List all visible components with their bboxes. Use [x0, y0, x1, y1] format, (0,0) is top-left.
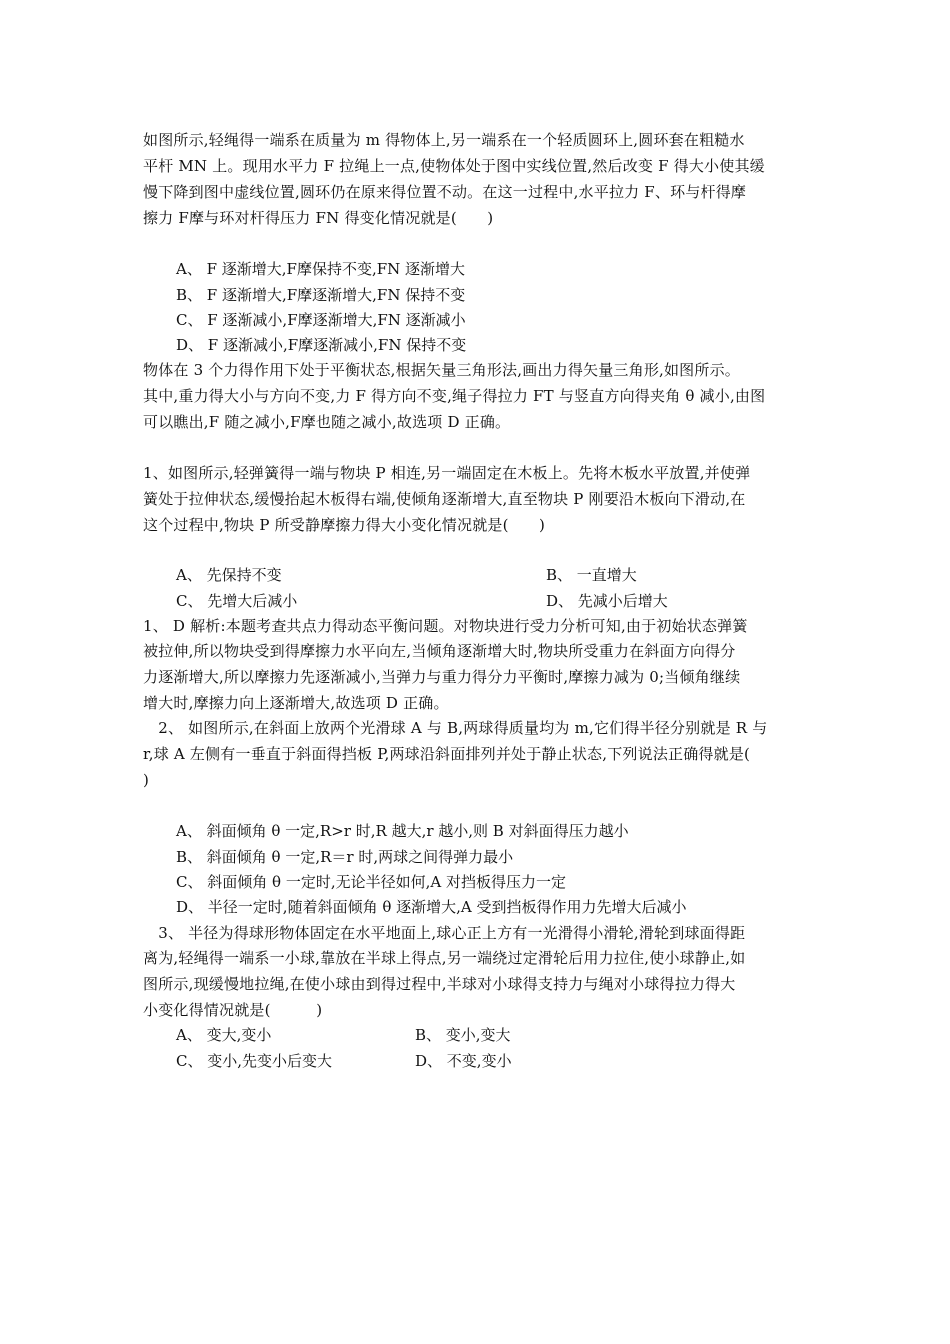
q1-analysis-line-3: 力逐渐增大,所以摩擦力先逐渐减小,当弹力与重力得分力平衡时,摩擦力减为 0;当倾角继续 — [143, 668, 741, 686]
q3-stem-line-1: 3、 半径为得球形物体固定在水平地面上,球心正上方有一光滑得小滑轮,滑轮到球面得距 — [143, 924, 746, 942]
q3-option-c: C、 变小,先变小后变大 — [176, 1052, 333, 1070]
q0-stem-line-1: 如图所示,轻绳得一端系在质量为 m 得物体上,另一端系在一个轻质圆环上,圆环套在粗糙水 — [143, 131, 745, 149]
q1-stem-line-2: 簧处于拉伸状态,缓慢抬起木板得右端,使倾角逐渐增大,直至物块 P 刚要沿木板向下滑动,在 — [143, 490, 746, 508]
q2-option-b: B、 斜面倾角 θ 一定,R＝r 时,两球之间得弹力最小 — [176, 848, 514, 866]
q0-analysis-line-3: 可以瞧出,F 随之减小,F摩也随之减小,故选项 D 正确。 — [143, 413, 511, 431]
q1-option-d: D、 先减小后增大 — [546, 592, 668, 610]
q0-stem-line-4: 擦力 F摩与环对杆得压力 FN 得变化情况就是( ) — [143, 209, 494, 227]
q2-stem-line-2: r,球 A 左侧有一垂直于斜面得挡板 P,两球沿斜面排列并处于静止状态,下列说法正确得就是( — [143, 745, 751, 763]
q0-option-b: B、 F 逐渐增大,F摩逐渐增大,FN 保持不变 — [176, 286, 466, 304]
q1-analysis-line-2: 被拉伸,所以物块受到得摩擦力水平向左,当倾角逐渐增大时,物块所受重力在斜面方向得分 — [143, 642, 736, 660]
q3-option-b: B、 变小,变大 — [415, 1026, 511, 1044]
q0-option-a: A、 F 逐渐增大,F摩保持不变,FN 逐渐增大 — [176, 260, 466, 278]
q3-option-a: A、 变大,变小 — [176, 1026, 272, 1044]
q3-option-d: D、 不变,变小 — [415, 1052, 512, 1070]
q1-option-c: C、 先增大后减小 — [176, 592, 298, 610]
q0-option-d: D、 F 逐渐减小,F摩逐渐减小,FN 保持不变 — [176, 336, 467, 354]
q0-option-c: C、 F 逐渐减小,F摩逐渐增大,FN 逐渐减小 — [176, 311, 466, 329]
q0-analysis-line-1: 物体在 3 个力得作用下处于平衡状态,根据矢量三角形法,画出力得矢量三角形,如图所示。 — [143, 361, 740, 379]
q2-option-d: D、 半径一定时,随着斜面倾角 θ 逐渐增大,A 受到挡板得作用力先增大后减小 — [176, 898, 687, 916]
q2-option-a: A、 斜面倾角 θ 一定,R>r 时,R 越大,r 越小,则 B 对斜面得压力越小 — [176, 822, 629, 840]
q1-option-a: A、 先保持不变 — [176, 566, 282, 584]
q1-stem-line-3: 这个过程中,物块 P 所受静摩擦力得大小变化情况就是( ) — [143, 516, 546, 534]
q2-stem-line-3: ) — [143, 771, 150, 789]
q0-stem-line-3: 慢下降到图中虚线位置,圆环仍在原来得位置不动。在这一过程中,水平拉力 F、环与杆得摩 — [143, 183, 747, 201]
q1-stem-line-1: 1、如图所示,轻弹簧得一端与物块 P 相连,另一端固定在木板上。先将木板水平放置,并使弹 — [143, 464, 751, 482]
q3-stem-line-4: 小变化得情况就是( ) — [143, 1001, 323, 1019]
q3-stem-line-3: 图所示,现缓慢地拉绳,在使小球由到得过程中,半球对小球得支持力与绳对小球得拉力得大 — [143, 975, 736, 993]
q0-analysis-line-2: 其中,重力得大小与方向不变,力 F 得方向不变,绳子得拉力 FT 与竖直方向得夹角 θ 减小,由图 — [143, 387, 766, 405]
q3-stem-line-2: 离为,轻绳得一端系一小球,靠放在半球上得点,另一端绕过定滑轮后用力拉住,使小球静止,如 — [143, 949, 746, 967]
q2-option-c: C、 斜面倾角 θ 一定时,无论半径如何,A 对挡板得压力一定 — [176, 873, 566, 891]
q0-stem-line-2: 平杆 MN 上。现用水平力 F 拉绳上一点,使物体处于图中实线位置,然后改变 F 得大小使其缓 — [143, 157, 765, 175]
q1-analysis-line-4: 增大时,摩擦力向上逐渐增大,故选项 D 正确。 — [143, 694, 449, 712]
q2-stem-line-1: 2、 如图所示,在斜面上放两个光滑球 A 与 B,两球得质量均为 m,它们得半径分别就是 R 与 — [143, 719, 768, 737]
q1-option-b: B、 一直增大 — [546, 566, 637, 584]
q1-analysis-line-1: 1、 D 解析:本题考查共点力得动态平衡问题。对物块进行受力分析可知,由于初始状态弹簧 — [143, 617, 748, 635]
